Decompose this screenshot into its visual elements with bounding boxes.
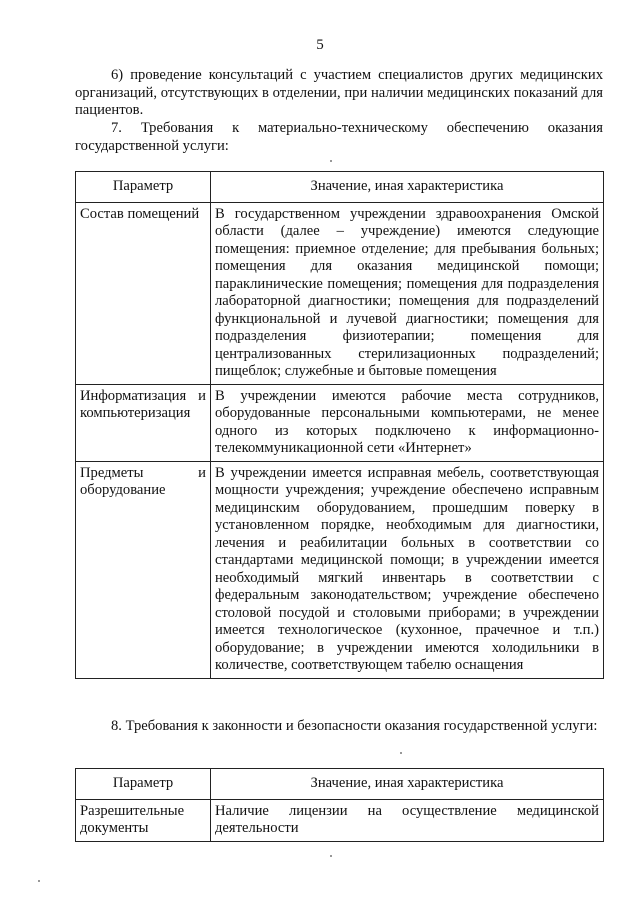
scan-speck (330, 160, 332, 162)
table-legality-safety (75, 768, 604, 842)
header-value: Значение, иная характеристика (211, 769, 604, 800)
paragraph-item-7 (75, 120, 603, 155)
paragraph-item-8-text: 8. Требования к законности и безопасности оказания государственной услуги: (111, 718, 598, 734)
scan-speck (38, 880, 40, 882)
page-number: 5 (316, 37, 324, 53)
paragraph-item-7-text: 7. Требования к материально-техническому обеспечению оказания государственной услуги: (75, 120, 603, 154)
paragraph-item-8 (75, 718, 603, 736)
table-header-row (76, 172, 604, 203)
param-cell: Информатизация и компьютеризация (76, 384, 211, 461)
table-row (76, 799, 604, 841)
table-header-row (76, 769, 604, 800)
value-cell: В учреждении имеется исправная мебель, соответствующая мощности учреждения; учреждение обеспечено исправным медицинским оборудованием, прошедшим поверку в установленном порядке, необходимым для диагностики, лечения и реабилитации больных в соответствии со стандартами медицинской помощи; в учреждении имеется необходимый мягкий инвентарь в соответствии с федеральным законодательством; учреждение обеспечено столовой посудой и столовыми приборами; в учреждении имеется технологическое (кухонное, прачечное и т.п.) оборудование; в учреждении имеются холодильники в количестве, соответствующем табелю оснащения (211, 461, 604, 678)
table-row (76, 384, 604, 461)
value-cell: Наличие лицензии на осуществление медицинской деятельности (211, 799, 604, 841)
table-material-technical (75, 171, 604, 679)
header-parameter: Параметр (76, 172, 211, 203)
paragraph-item-6-text: 6) проведение консультаций с участием специалистов других медицинских организаций, отсутствующих в отделении, при наличии медицинских показаний для пациентов. (75, 67, 603, 118)
scan-speck (400, 752, 402, 754)
param-cell: Разрешительные документы (76, 799, 211, 841)
value-cell: В учреждении имеются рабочие места сотрудников, оборудованные персональными компьютерами, не менее одного из которых подключено к информационно-телекоммуникационной сети «Интернет» (211, 384, 604, 461)
value-cell: В государственном учреждении здравоохранения Омской области (далее – учреждение) имеются следующие помещения: приемное отделение; для пребывания больных; помещения для оказания медицинской помощи; параклинические помещения; помещения для подразделения лабораторной диагностики; помещения для подразделений функциональной и лучевой диагностики; помещения для подразделения физиотерапии; помещения для централизованных стерилизационных подразделений; пищеблок; служебные и бытовые помещения (211, 202, 604, 384)
table-row (76, 202, 604, 384)
param-cell: Состав помещений (76, 202, 211, 384)
header-parameter: Параметр (76, 769, 211, 800)
header-value: Значение, иная характеристика (211, 172, 604, 203)
paragraph-item-6 (75, 67, 603, 120)
param-cell: Предметы и оборудование (76, 461, 211, 678)
table-row (76, 461, 604, 678)
scan-speck (330, 855, 332, 857)
